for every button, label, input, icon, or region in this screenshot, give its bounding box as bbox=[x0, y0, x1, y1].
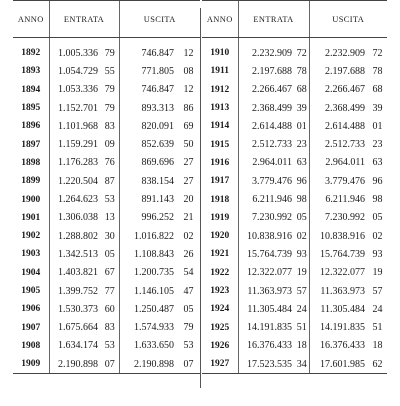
year-cell: 1917 bbox=[210, 176, 230, 187]
table-row bbox=[13, 117, 200, 135]
uscita-lire: 16.376.433 bbox=[309, 337, 368, 355]
entrata-cent: 78 bbox=[296, 65, 307, 77]
uscita-lire: 14.191.835 bbox=[309, 318, 368, 336]
year-cell: 1914 bbox=[210, 121, 230, 132]
uscita-lire: 7.230.992 bbox=[309, 209, 368, 227]
entrata-cent: 96 bbox=[296, 175, 307, 187]
table-row bbox=[202, 38, 387, 63]
year-cell: 1925 bbox=[210, 322, 230, 333]
entrata-cent: 83 bbox=[104, 120, 115, 132]
table-row bbox=[13, 318, 200, 336]
entrata-cent: 30 bbox=[104, 230, 115, 242]
year-cell: 1908 bbox=[21, 340, 41, 351]
uscita-lire: 838.154 bbox=[119, 172, 177, 190]
entrata-lire: 6.211.946 bbox=[238, 190, 295, 208]
table-row bbox=[202, 337, 387, 355]
uscita-lire: 15.764.739 bbox=[309, 245, 368, 263]
uscita-lire: 1.250.487 bbox=[119, 300, 177, 318]
right-table-panel bbox=[202, 0, 387, 374]
uscita-cent: 51 bbox=[372, 322, 383, 334]
uscita-lire: 2.197.688 bbox=[309, 62, 368, 80]
year-cell: 1902 bbox=[21, 231, 41, 242]
entrata-lire: 2.614.488 bbox=[238, 117, 295, 135]
table-row bbox=[202, 172, 387, 190]
table-row bbox=[13, 209, 200, 227]
year-cell: 1900 bbox=[21, 194, 41, 205]
table-row bbox=[202, 300, 387, 318]
entrata-cent: 68 bbox=[296, 84, 307, 96]
entrata-lire: 1.306.038 bbox=[49, 209, 101, 227]
uscita-lire: 1.016.822 bbox=[119, 227, 177, 245]
uscita-lire: 2.614.488 bbox=[309, 117, 368, 135]
year-cell: 1898 bbox=[21, 157, 41, 168]
year-cell: 1906 bbox=[21, 304, 41, 315]
entrata-cent: 77 bbox=[104, 285, 115, 297]
entrata-lire: 1.152.701 bbox=[49, 99, 101, 117]
table-row bbox=[13, 99, 200, 117]
entrata-lire: 1.634.174 bbox=[49, 337, 101, 355]
year-cell: 1907 bbox=[21, 322, 41, 333]
entrata-lire: 1.530.373 bbox=[49, 300, 101, 318]
uscita-cent: 79 bbox=[183, 322, 194, 334]
header-entrata: ENTRATA bbox=[238, 1, 309, 38]
uscita-cent: 19 bbox=[372, 267, 383, 279]
uscita-cent: 23 bbox=[372, 139, 383, 151]
year-cell: 1905 bbox=[21, 286, 41, 296]
year-cell: 1919 bbox=[210, 212, 230, 223]
table-row bbox=[202, 227, 387, 245]
year-cell: 1896 bbox=[21, 121, 41, 132]
entrata-lire: 1.288.802 bbox=[49, 227, 101, 245]
year-cell: 1892 bbox=[21, 48, 41, 59]
table-row bbox=[202, 190, 387, 208]
entrata-cent: 39 bbox=[296, 102, 307, 114]
year-cell: 1922 bbox=[210, 267, 230, 278]
uscita-cent: 53 bbox=[183, 340, 194, 352]
entrata-cent: 57 bbox=[296, 285, 307, 297]
table-row bbox=[13, 81, 200, 99]
entrata-cent: 63 bbox=[296, 157, 307, 169]
table-row bbox=[13, 38, 200, 63]
uscita-lire: 869.696 bbox=[119, 154, 177, 172]
table-row bbox=[13, 62, 200, 80]
entrata-cent: 83 bbox=[104, 322, 115, 334]
entrata-cent: 07 bbox=[101, 355, 119, 374]
uscita-cent: 69 bbox=[183, 120, 194, 132]
uscita-lire: 3.779.476 bbox=[309, 172, 368, 190]
year-cell: 1915 bbox=[210, 139, 230, 150]
entrata-cent: 72 bbox=[296, 47, 307, 59]
uscita-lire: 2.368.499 bbox=[309, 99, 368, 117]
header-anno: ANNO bbox=[13, 1, 49, 38]
entrata-lire: 17.523.535 bbox=[238, 355, 295, 374]
uscita-cent: 05 bbox=[183, 303, 194, 315]
table-row bbox=[202, 99, 387, 117]
entrata-cent: 79 bbox=[104, 84, 115, 96]
uscita-lire: 2.232.909 bbox=[309, 38, 368, 63]
header-uscita: USCITA bbox=[309, 1, 387, 38]
entrata-lire: 1.399.752 bbox=[49, 282, 101, 300]
entrata-cent: 51 bbox=[296, 322, 307, 334]
year-cell: 1897 bbox=[21, 139, 41, 150]
year-cell: 1927 bbox=[202, 355, 238, 374]
uscita-lire: 6.211.946 bbox=[309, 190, 368, 208]
uscita-cent: 50 bbox=[183, 139, 194, 151]
uscita-cent: 93 bbox=[372, 248, 383, 260]
table-row bbox=[13, 190, 200, 208]
table-row bbox=[13, 227, 200, 245]
entrata-cent: 23 bbox=[296, 139, 307, 151]
entrata-cent: 87 bbox=[104, 175, 115, 187]
entrata-lire: 1.220.504 bbox=[49, 172, 101, 190]
uscita-cent: 57 bbox=[372, 285, 383, 297]
entrata-cent: 79 bbox=[104, 47, 115, 59]
entrata-cent: 98 bbox=[296, 194, 307, 206]
entrata-cent: 76 bbox=[104, 157, 115, 169]
year-cell: 1926 bbox=[210, 340, 230, 351]
uscita-cent: 72 bbox=[372, 47, 383, 59]
table-row bbox=[202, 318, 387, 336]
entrata-lire: 1.176.283 bbox=[49, 154, 101, 172]
uscita-cent: 05 bbox=[372, 212, 383, 224]
uscita-cent: 27 bbox=[183, 175, 194, 187]
uscita-lire: 12.322.077 bbox=[309, 264, 368, 282]
year-cell: 1916 bbox=[210, 157, 230, 168]
uscita-lire: 852.639 bbox=[119, 135, 177, 153]
table-row bbox=[13, 135, 200, 153]
uscita-cent: 62 bbox=[368, 355, 387, 374]
uscita-cent: 27 bbox=[183, 157, 194, 169]
entrata-lire: 2.266.467 bbox=[238, 81, 295, 99]
uscita-cent: 02 bbox=[372, 230, 383, 242]
entrata-lire: 14.191.835 bbox=[238, 318, 295, 336]
entrata-cent: 67 bbox=[104, 267, 115, 279]
uscita-cent: 68 bbox=[372, 84, 383, 96]
year-cell: 1920 bbox=[210, 231, 230, 242]
uscita-cent: 39 bbox=[372, 102, 383, 114]
uscita-cent: 21 bbox=[183, 212, 194, 224]
entrata-cent: 05 bbox=[104, 248, 115, 260]
uscita-lire: 1.146.105 bbox=[119, 282, 177, 300]
year-cell: 1894 bbox=[21, 84, 41, 95]
table-row bbox=[13, 355, 200, 374]
header-anno: ANNO bbox=[202, 1, 238, 38]
entrata-lire: 1.005.336 bbox=[49, 38, 101, 63]
year-cell: 1899 bbox=[21, 176, 41, 187]
uscita-cent: 02 bbox=[183, 230, 194, 242]
entrata-cent: 05 bbox=[296, 212, 307, 224]
year-cell: 1912 bbox=[210, 84, 230, 95]
table-row bbox=[13, 337, 200, 355]
year-cell: 1904 bbox=[21, 267, 41, 278]
uscita-cent: 08 bbox=[183, 65, 194, 77]
entrata-cent: 19 bbox=[296, 267, 307, 279]
entrata-lire: 2.232.909 bbox=[238, 38, 295, 63]
uscita-lire: 17.601.985 bbox=[309, 355, 368, 374]
year-cell: 1911 bbox=[210, 66, 229, 77]
uscita-lire: 1.200.735 bbox=[119, 264, 177, 282]
uscita-cent: 24 bbox=[372, 303, 383, 315]
uscita-lire: 746.847 bbox=[119, 38, 177, 63]
year-cell: 1910 bbox=[210, 48, 230, 59]
entrata-cent: 02 bbox=[296, 230, 307, 242]
entrata-lire: 1.675.664 bbox=[49, 318, 101, 336]
uscita-lire: 820.091 bbox=[119, 117, 177, 135]
table-row bbox=[13, 264, 200, 282]
table-row bbox=[202, 154, 387, 172]
uscita-lire: 2.512.733 bbox=[309, 135, 368, 153]
uscita-lire: 771.805 bbox=[119, 62, 177, 80]
table-row bbox=[202, 264, 387, 282]
table-row bbox=[202, 245, 387, 263]
entrata-lire: 1.342.513 bbox=[49, 245, 101, 263]
year-cell: 1913 bbox=[210, 103, 230, 114]
entrata-lire: 1.264.623 bbox=[49, 190, 101, 208]
uscita-lire: 1.108.843 bbox=[119, 245, 177, 263]
entrata-lire: 2.197.688 bbox=[238, 62, 295, 80]
table-row bbox=[13, 154, 200, 172]
uscita-cent: 26 bbox=[183, 248, 194, 260]
entrata-lire: 1.159.291 bbox=[49, 135, 101, 153]
uscita-cent: 96 bbox=[372, 175, 383, 187]
table-row bbox=[13, 172, 200, 190]
table-row bbox=[202, 117, 387, 135]
uscita-cent: 12 bbox=[183, 84, 194, 96]
table-row bbox=[13, 300, 200, 318]
uscita-lire: 1.633.650 bbox=[119, 337, 177, 355]
right-header-row bbox=[202, 1, 387, 38]
entrata-lire: 12.322.077 bbox=[238, 264, 295, 282]
uscita-cent: 54 bbox=[183, 267, 194, 279]
table-row bbox=[202, 135, 387, 153]
year-cell: 1893 bbox=[21, 66, 41, 77]
entrata-lire: 11.305.484 bbox=[238, 300, 295, 318]
uscita-lire: 2.190.898 bbox=[119, 355, 177, 374]
entrata-cent: 60 bbox=[104, 303, 115, 315]
entrata-cent: 01 bbox=[296, 120, 307, 132]
entrata-cent: 13 bbox=[104, 212, 115, 224]
year-cell: 1921 bbox=[210, 249, 230, 260]
entrata-lire: 1.101.968 bbox=[49, 117, 101, 135]
year-cell: 1895 bbox=[21, 103, 41, 114]
entrata-lire: 2.964.011 bbox=[238, 154, 295, 172]
uscita-lire: 2.964.011 bbox=[309, 154, 368, 172]
left-table-panel bbox=[13, 0, 200, 374]
table-row bbox=[202, 81, 387, 99]
uscita-lire: 996.252 bbox=[119, 209, 177, 227]
table-row bbox=[202, 62, 387, 80]
entrata-lire: 15.764.739 bbox=[238, 245, 295, 263]
year-cell: 1901 bbox=[21, 212, 41, 223]
entrata-cent: 09 bbox=[104, 139, 115, 151]
uscita-lire: 1.574.933 bbox=[119, 318, 177, 336]
table-row bbox=[202, 209, 387, 227]
entrata-lire: 10.838.916 bbox=[238, 227, 295, 245]
entrata-cent: 53 bbox=[104, 194, 115, 206]
entrata-cent: 93 bbox=[296, 248, 307, 260]
uscita-lire: 893.313 bbox=[119, 99, 177, 117]
entrata-lire: 1.053.336 bbox=[49, 81, 101, 99]
entrata-cent: 34 bbox=[295, 355, 309, 374]
uscita-cent: 18 bbox=[372, 340, 383, 352]
entrata-lire: 2.368.499 bbox=[238, 99, 295, 117]
entrata-lire: 2.190.898 bbox=[49, 355, 101, 374]
uscita-cent: 47 bbox=[183, 285, 194, 297]
uscita-cent: 63 bbox=[372, 157, 383, 169]
uscita-lire: 891.143 bbox=[119, 190, 177, 208]
table-row bbox=[202, 282, 387, 300]
entrata-cent: 55 bbox=[104, 65, 115, 77]
uscita-lire: 11.305.484 bbox=[309, 300, 368, 318]
table-row bbox=[13, 245, 200, 263]
uscita-cent: 78 bbox=[372, 65, 383, 77]
entrata-cent: 18 bbox=[296, 340, 307, 352]
right-table bbox=[202, 0, 387, 374]
header-uscita: USCITA bbox=[119, 1, 200, 38]
entrata-lire: 7.230.992 bbox=[238, 209, 295, 227]
entrata-lire: 11.363.973 bbox=[238, 282, 295, 300]
header-entrata: ENTRATA bbox=[49, 1, 119, 38]
entrata-cent: 53 bbox=[104, 340, 115, 352]
entrata-lire: 2.512.733 bbox=[238, 135, 295, 153]
center-divider bbox=[200, 8, 201, 388]
year-cell: 1918 bbox=[210, 194, 230, 205]
left-header-row bbox=[13, 1, 200, 38]
year-cell: 1909 bbox=[13, 355, 49, 374]
uscita-cent: 07 bbox=[177, 355, 200, 374]
entrata-lire: 16.376.433 bbox=[238, 337, 295, 355]
uscita-lire: 746.847 bbox=[119, 81, 177, 99]
year-cell: 1903 bbox=[21, 249, 41, 260]
year-cell: 1923 bbox=[210, 286, 230, 296]
uscita-lire: 10.838.916 bbox=[309, 227, 368, 245]
uscita-cent: 12 bbox=[183, 47, 194, 59]
left-table bbox=[13, 0, 200, 374]
uscita-lire: 11.363.973 bbox=[309, 282, 368, 300]
uscita-cent: 86 bbox=[183, 102, 194, 114]
table-row bbox=[13, 282, 200, 300]
uscita-cent: 20 bbox=[183, 194, 194, 206]
entrata-cent: 24 bbox=[296, 303, 307, 315]
entrata-cent: 79 bbox=[104, 102, 115, 114]
entrata-lire: 1.054.729 bbox=[49, 62, 101, 80]
entrata-lire: 3.779.476 bbox=[238, 172, 295, 190]
table-row bbox=[202, 355, 387, 374]
year-cell: 1924 bbox=[210, 304, 230, 315]
uscita-cent: 01 bbox=[372, 120, 383, 132]
entrata-lire: 1.403.821 bbox=[49, 264, 101, 282]
uscita-cent: 98 bbox=[372, 194, 383, 206]
uscita-lire: 2.266.467 bbox=[309, 81, 368, 99]
